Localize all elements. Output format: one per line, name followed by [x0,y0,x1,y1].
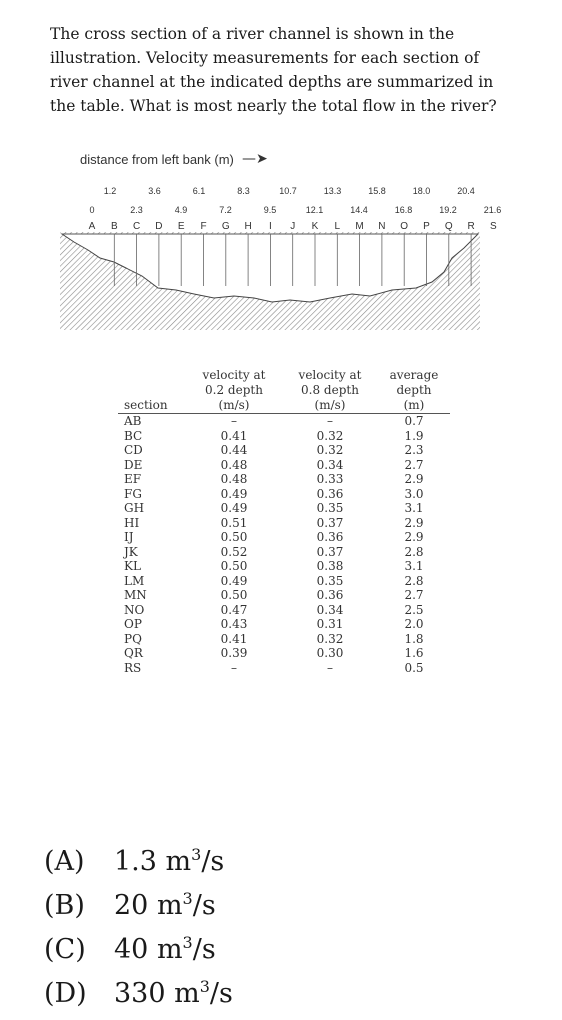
answer-letter: (C) [44,934,86,965]
table-row [118,501,450,516]
header-depth-unit: (m) [403,398,425,412]
section-letter: N [378,221,386,232]
distance-tick: 12.1 [305,205,324,215]
table-row [118,588,450,603]
table-row [118,661,450,676]
table-row [118,516,450,531]
section-letter: A [88,221,96,232]
distance-tick: 7.2 [219,205,232,215]
answer-option[interactable] [44,968,233,1012]
velocity-02-cell: 0.49 [220,573,248,588]
section-cell: AB [124,414,142,428]
velocity-08-cell: 0.32 [316,631,344,646]
velocity-08-cell: 0.31 [316,617,344,631]
answer-exponent: 3 [182,889,193,908]
section-cell: QR [124,646,143,660]
distance-tick: 13.3 [323,186,342,196]
section-cell: BC [124,428,143,443]
velocity-02-cell: 0.50 [220,559,248,573]
section-letter: J [290,221,296,232]
section-letter: O [400,221,409,232]
velocity-02-cell: 0.47 [220,602,248,617]
velocity-02-cell: 0.52 [220,544,248,559]
header-average-depth: average depth [389,368,439,397]
section-cell: LM [124,573,145,588]
depth-cell: 1.6 [404,646,424,660]
section-letter: P [423,221,430,232]
answer-unit: /s [192,890,216,921]
velocity-02-cell: 0.48 [220,457,248,472]
section-letter: G [221,221,230,232]
section-letter: K [311,221,319,232]
depth-cell: 2.8 [404,544,424,559]
table-body [118,414,450,676]
velocity-02-cell: – [231,660,237,675]
velocity-02-cell: 0.50 [220,530,248,544]
section-letter: I [269,221,272,232]
distance-tick: 14.4 [350,205,368,215]
velocity-02-cell: 0.39 [220,646,248,660]
section-letter: R [467,221,475,232]
section-letter: M [355,221,364,232]
velocity-08-cell: 0.33 [316,472,344,486]
distance-tick: 0 [89,205,95,215]
section-cell: RS [124,660,142,675]
header-velocity-02-unit: (m/s) [218,398,250,412]
velocity-table [118,368,450,675]
velocity-08-cell: – [327,414,333,428]
section-cell: CD [124,443,143,457]
distance-tick: 1.2 [103,186,117,196]
velocity-02-cell: 0.43 [220,617,248,631]
distance-tick: 15.8 [368,186,386,196]
answer-unit: /s [209,978,233,1009]
velocity-02-cell: – [231,414,237,428]
depth-cell: 2.9 [404,530,424,544]
header-velocity-08-unit: (m/s) [314,398,346,412]
velocity-08-cell: 0.37 [316,544,344,559]
channel-cross-section-drawing [60,232,480,332]
velocity-02-cell: 0.49 [220,501,248,515]
table-row [118,632,450,647]
section-cell: HI [124,515,140,530]
distance-tick: 9.5 [263,205,277,215]
header-velocity-02: velocity at 0.2 depth [202,368,266,397]
section-cell: IJ [124,530,134,544]
distance-tick: 3.6 [148,186,161,196]
distance-tick: 4.9 [174,205,188,215]
table-row [118,443,450,458]
distance-tick: 8.3 [237,186,250,196]
distance-tick: 21.6 [483,205,502,215]
section-cell: EF [124,472,142,486]
table-row [118,617,450,632]
section-letter: F [200,221,207,232]
depth-cell: 1.9 [404,428,424,443]
depth-cell: 0.7 [404,414,424,428]
velocity-02-cell: 0.44 [220,443,248,457]
arrow-right-icon: —➤ [242,151,268,167]
distance-tick: 10.7 [279,186,297,196]
section-cell: PQ [124,631,142,646]
section-cell: MN [124,588,147,602]
velocity-02-cell: 0.48 [220,472,248,486]
header-velocity-08: velocity at 0.8 depth [298,368,362,397]
section-cell: NO [124,602,145,617]
section-letter: C [132,221,141,232]
distance-tick: 2.3 [130,205,143,215]
velocity-08-cell: 0.32 [316,428,344,443]
answer-letter: (D) [44,978,87,1009]
table-row [118,458,450,473]
depth-cell: 2.7 [404,588,424,602]
velocity-08-cell: 0.34 [316,457,344,472]
section-letter: D [155,221,163,232]
distance-tick: 18.0 [412,186,431,196]
table-row [118,603,450,618]
river-cross-section-figure [60,150,502,340]
velocity-02-cell: 0.41 [220,631,248,646]
table-row [118,487,450,502]
table-row [118,545,450,560]
answer-value: 40 m [114,934,183,965]
table-row [118,559,450,574]
velocity-08-cell: 0.36 [316,588,344,602]
velocity-08-cell: 0.36 [316,530,344,544]
distance-tick: 20.4 [457,186,475,196]
answer-choices [44,836,233,1012]
answer-letter: (A) [44,846,85,877]
answer-value: 20 m [114,890,183,921]
depth-cell: 1.8 [404,631,424,646]
distance-axis-label: distance from left bank (m) [80,152,234,167]
answer-unit: /s [192,934,216,965]
section-letter: Q [444,221,453,232]
table-row [118,646,450,661]
answer-exponent: 3 [191,845,202,864]
velocity-02-cell: 0.50 [220,588,248,602]
answer-value: 1.3 m [114,846,192,877]
velocity-02-cell: 0.41 [220,428,248,443]
velocity-08-cell: – [327,660,333,675]
section-letter: L [334,221,341,232]
velocity-08-cell: 0.37 [316,515,344,530]
depth-cell: 3.0 [404,486,424,501]
velocity-08-cell: 0.38 [316,559,344,573]
velocity-08-cell: 0.34 [316,602,344,617]
answer-unit: /s [201,846,225,877]
distance-tick: 19.2 [439,205,457,215]
depth-cell: 2.0 [404,617,424,631]
section-cell: JK [124,544,138,559]
velocity-08-cell: 0.35 [316,501,344,515]
header-section: section [124,398,168,412]
section-cell: KL [124,559,141,573]
velocity-08-cell: 0.30 [316,646,344,660]
table-row [118,429,450,444]
depth-cell: 3.1 [404,501,424,515]
depth-cell: 2.3 [404,443,424,457]
depth-cell: 2.8 [404,573,424,588]
table-row [118,574,450,589]
section-letter: B [110,221,118,232]
answer-option[interactable] [44,880,233,924]
velocity-08-cell: 0.32 [316,443,344,457]
table-row [118,530,450,545]
section-cell: GH [124,501,145,515]
section-cell: OP [124,617,142,631]
table-row [118,414,450,429]
velocity-02-cell: 0.51 [220,515,248,530]
depth-cell: 2.9 [404,515,424,530]
answer-option[interactable] [44,924,233,968]
depth-cell: 0.5 [404,660,424,675]
velocity-08-cell: 0.36 [316,486,344,501]
table-row [118,472,450,487]
velocity-02-cell: 0.49 [220,486,248,501]
section-letter: S [490,221,497,232]
section-cell: DE [124,457,143,472]
section-cell: FG [124,486,142,501]
distance-tick: 6.1 [192,186,206,196]
velocity-08-cell: 0.35 [316,573,344,588]
question-text: The cross section of a river channel is shown in the illustration. Velocity measurements for each section of river channel at the indicated depths are summarized in the table. What is most nearly the total flow in the river? [50,25,497,115]
answer-option[interactable] [44,836,233,880]
depth-cell: 2.9 [404,472,424,486]
depth-cell: 3.1 [404,559,424,573]
answer-value: 330 m [114,978,200,1009]
depth-cell: 2.5 [404,602,424,617]
answer-letter: (B) [44,890,85,921]
depth-cell: 2.7 [404,457,424,472]
section-letter: E [177,221,185,232]
answer-exponent: 3 [182,933,193,952]
answer-exponent: 3 [199,977,210,996]
distance-tick: 16.8 [394,205,413,215]
section-letter: H [244,221,252,232]
